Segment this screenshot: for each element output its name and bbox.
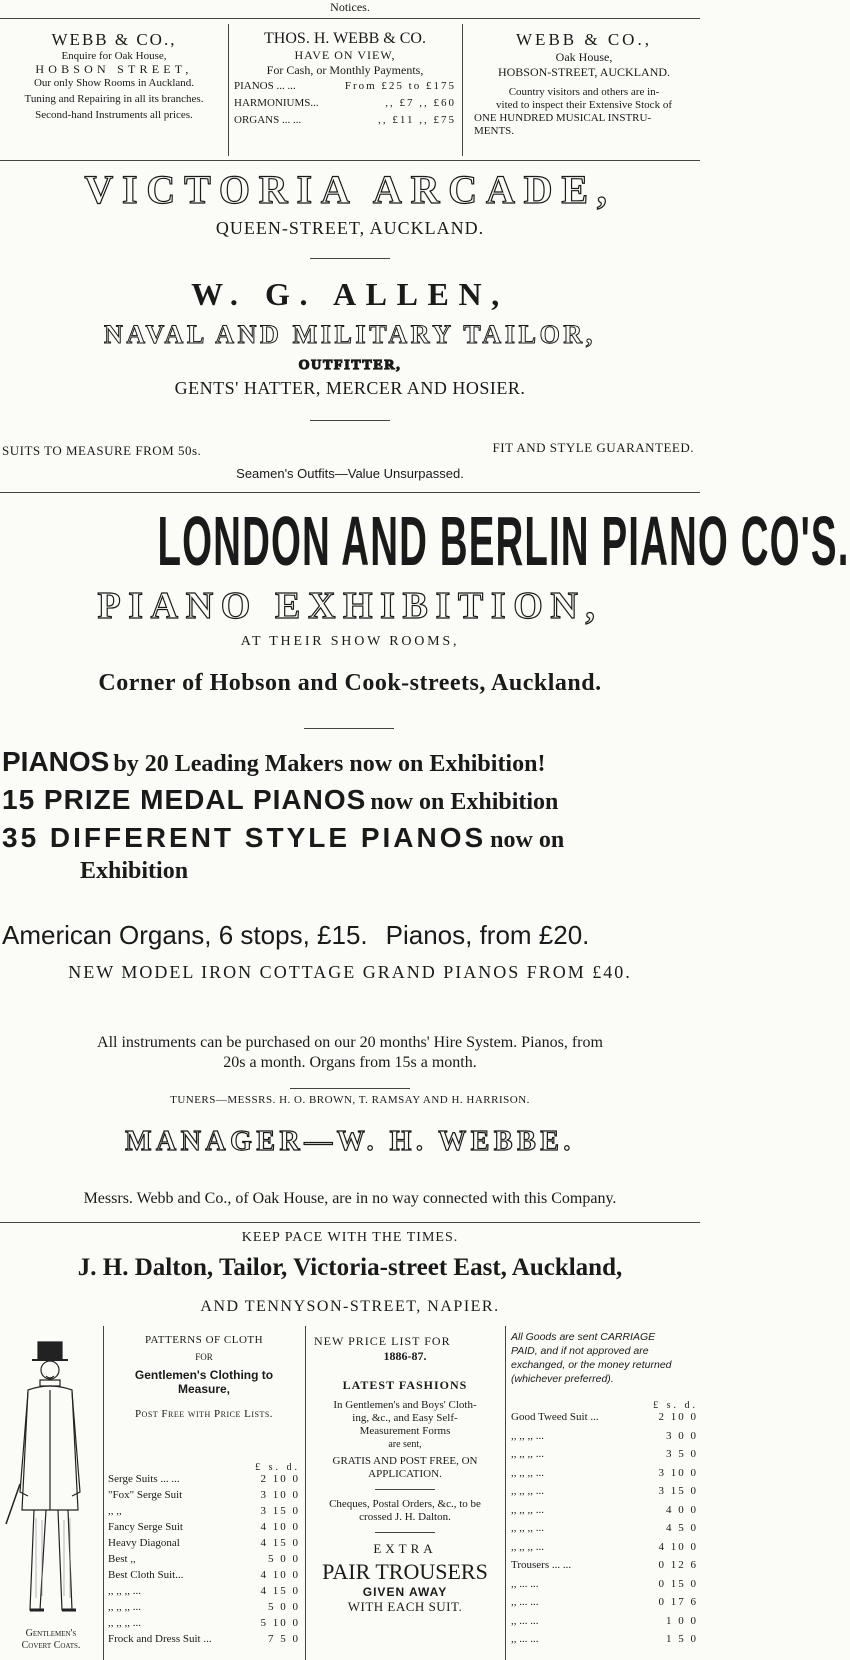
dalton-col2-heading: LATEST FASHIONS <box>342 1378 468 1392</box>
dalton-col3-text: All Goods are sent CARRIAGE <box>511 1331 656 1343</box>
price-row <box>108 1601 300 1617</box>
arcade-seamen: Seamen's Outfits—Value Unsurpassed. <box>236 466 464 481</box>
piano-hire-1: All instruments can be purchased on our 20 months' Hire System. Pianos, from <box>97 1034 603 1051</box>
piano-line-1 <box>2 746 545 778</box>
price-row-item: ,, ... ... <box>511 1633 539 1645</box>
price-row <box>234 97 456 114</box>
price-row-item: Frock and Dress Suit ... <box>108 1633 212 1645</box>
piano-tuners: TUNERS—MESSRS. H. O. BROWN, T. RAMSAY AND H. HARRISON. <box>170 1094 530 1106</box>
price-row-item: HARMONIUMS... <box>234 97 319 109</box>
price-row-item: ORGANS ... ... <box>234 114 302 126</box>
short-rule <box>304 728 394 729</box>
price-row <box>511 1596 698 1615</box>
price-row-item: ,, ,, ,, ... <box>511 1540 544 1553</box>
price-row <box>511 1430 698 1449</box>
price-row-price: 4 15 0 <box>260 1537 300 1549</box>
price-row <box>511 1485 698 1504</box>
page-header: Notices. <box>330 0 370 14</box>
gentleman-figure-icon <box>0 1334 102 1630</box>
price-row-price: 3 15 0 <box>658 1485 698 1497</box>
dalton-keep: KEEP PACE WITH THE TIMES. <box>241 1230 459 1245</box>
piano-line1-a: PIANOS <box>2 746 110 777</box>
price-row-item: Serge Suits ... ... <box>108 1473 180 1485</box>
price-row-item: ,, ,, ,, ... <box>511 1429 544 1442</box>
webb-col1-line: Second-hand Instruments all prices. <box>35 109 193 121</box>
arcade-gents: GENTS' HATTER, MERCER AND HOSIER. <box>174 378 526 398</box>
piano-company-wrap <box>0 498 850 588</box>
price-row-item: Trousers ... ... <box>511 1559 572 1571</box>
webb-col2-line: HAVE ON VIEW, <box>294 48 396 62</box>
piano-line3-b: now on <box>490 827 565 853</box>
arcade-outfitter: OUTFITTER, <box>298 358 402 373</box>
price-row <box>108 1569 300 1585</box>
webb-col3-line: MENTS. <box>474 125 515 137</box>
dalton-col2-text: crossed J. H. Dalton. <box>359 1511 451 1523</box>
price-row-item: ,, ,, ,, ... <box>108 1585 141 1597</box>
dalton-col2-with: WITH EACH SUIT. <box>347 1599 463 1614</box>
price-row-item: ,, ,, ,, ... <box>511 1503 544 1516</box>
webb-col1-line: Enquire for Oak House, <box>61 50 167 62</box>
arcade-trade: NAVAL AND MILITARY TAILOR, <box>103 320 596 349</box>
dalton-col1-rows <box>108 1473 300 1649</box>
price-row-item: Fancy Serge Suit <box>108 1521 183 1533</box>
price-row-price: 4 5 0 <box>666 1522 698 1534</box>
price-row <box>511 1411 698 1430</box>
arcade-name: W. G. ALLEN, <box>191 276 509 312</box>
column-divider <box>103 1326 104 1660</box>
column-divider <box>462 24 463 156</box>
price-row-price: 0 17 6 <box>658 1596 698 1608</box>
dalton-col2-text: GRATIS AND POST FREE, ON <box>332 1455 478 1467</box>
caption-line: Covert Coats. <box>21 1640 81 1651</box>
piano-exhibition: PIANO EXHIBITION, <box>97 585 603 627</box>
dalton-col3-text: exchanged, or the money returned <box>511 1359 672 1371</box>
price-row <box>511 1578 698 1597</box>
webb-col3-title: WEBB & CO., <box>516 30 652 49</box>
price-row-price: 5 10 0 <box>260 1617 300 1629</box>
dalton-col2-trousers: PAIR TROUSERS <box>322 1559 488 1584</box>
column-divider <box>228 24 229 156</box>
price-row-price: 2 10 0 <box>260 1473 300 1485</box>
webb-col3-line: HOBSON-STREET, AUCKLAND. <box>497 65 671 79</box>
price-row <box>108 1489 300 1505</box>
price-row-price: ,, £7 ,, £60 <box>385 97 456 109</box>
dalton-col1-heading: PATTERNS OF CLOTH <box>144 1334 264 1346</box>
price-row-item: ,, ,, <box>108 1505 122 1517</box>
piano-line-3 <box>2 822 564 854</box>
webb-col3-line: Country visitors and others are in- <box>508 86 660 98</box>
short-rule <box>375 1489 435 1490</box>
price-row-item: ,, ,, ,, ... <box>511 1522 544 1534</box>
price-row-price: 4 10 0 <box>260 1569 300 1581</box>
dalton-col1-heading: Gentlemen's Clothing to <box>134 1368 274 1382</box>
arcade-fit: FIT AND STYLE GUARANTEED. <box>492 440 694 455</box>
webb-col3-line: vited to inspect their Extensive Stock of <box>496 99 672 111</box>
column-divider <box>505 1326 506 1660</box>
price-row-item: ,, ,, ,, ... <box>511 1485 544 1497</box>
price-row <box>234 80 456 97</box>
price-row-price: 3 15 0 <box>260 1505 300 1517</box>
dalton-napier: AND TENNYSON-STREET, NAPIER. <box>200 1298 500 1315</box>
piano-pianos-from: Pianos, from £20. <box>385 920 590 950</box>
price-row-item: ,, ,, ,, ... <box>108 1617 141 1629</box>
piano-manager: MANAGER—W. H. WEBBE. <box>125 1126 575 1157</box>
webb-col1 <box>0 30 228 121</box>
dalton-col2-extra: EXTRA <box>373 1541 437 1556</box>
webb-col1-line: Our only Show Rooms in Auckland. <box>33 77 195 89</box>
price-row-price: 5 0 0 <box>268 1553 300 1565</box>
arcade-title: VICTORIA ARCADE, <box>84 167 616 212</box>
price-row-price: 3 10 0 <box>260 1489 300 1501</box>
price-row-price: 4 0 0 <box>666 1503 698 1516</box>
section-rule <box>0 160 700 161</box>
price-row-item: ,, ,, ,, ... <box>108 1601 141 1613</box>
short-rule <box>310 258 390 259</box>
price-row <box>511 1541 698 1560</box>
dalton-col2 <box>310 1334 500 1615</box>
dalton-col1-list <box>108 1462 300 1649</box>
price-row-price: 4 10 0 <box>658 1540 698 1553</box>
price-row-price: From £25 to £175 <box>344 80 456 92</box>
webb-col2 <box>234 30 456 131</box>
webb-col1-line: HOBSON STREET, <box>35 62 193 76</box>
dalton-col2-text: APPLICATION. <box>368 1468 442 1480</box>
webb-col3-line: ONE HUNDRED MUSICAL INSTRU- <box>474 112 652 124</box>
dalton-col3-notice <box>511 1330 700 1386</box>
dalton-col2-heading: NEW PRICE LIST FOR <box>314 1334 451 1348</box>
price-row-price: 0 12 6 <box>658 1559 698 1571</box>
section-rule <box>0 1222 700 1223</box>
price-row-item: Heavy Diagonal <box>108 1537 180 1549</box>
webb-col1-line: Tuning and Repairing in all its branches. <box>24 93 204 105</box>
dalton-col1-heading: Post Free with Price Lists. <box>134 1408 274 1420</box>
webb-col2-line: For Cash, or Monthly Payments, <box>266 63 424 77</box>
price-row <box>511 1448 698 1467</box>
price-row-item: ,, ,, ,, ... <box>511 1448 544 1460</box>
piano-line3-c: Exhibition <box>80 858 189 884</box>
column-divider <box>305 1326 306 1660</box>
price-row <box>511 1504 698 1523</box>
short-rule <box>310 420 390 421</box>
dalton-col2-given: GIVEN AWAY <box>362 1585 448 1599</box>
price-row <box>108 1633 300 1649</box>
dalton-col3-text: PAID, and if not approved are <box>511 1345 649 1357</box>
arcade-suits: SUITS TO MEASURE FROM 50s. <box>2 443 202 458</box>
webb-price-list <box>234 80 456 131</box>
dalton-col3-list <box>511 1400 698 1652</box>
price-row <box>108 1537 300 1553</box>
webb-col1-title: WEBB & CO., <box>51 30 177 49</box>
price-row <box>511 1633 698 1652</box>
piano-line2-b: now on Exhibition <box>370 789 559 815</box>
dalton-col2-text: are sent, <box>388 1439 422 1450</box>
short-rule <box>375 1532 435 1533</box>
price-row <box>511 1522 698 1541</box>
piano-company: LONDON AND BERLIN PIANO CO'S. <box>157 502 850 580</box>
price-row <box>511 1467 698 1486</box>
piano-organs: American Organs, 6 stops, £15. <box>2 920 368 950</box>
piano-iron: NEW MODEL IRON COTTAGE GRAND PIANOS FROM £40. <box>68 962 632 982</box>
arcade-subtitle: QUEEN-STREET, AUCKLAND. <box>215 218 485 238</box>
dalton-col2-text: ing, &c., and Easy Self- <box>352 1412 458 1424</box>
webb-col3-line: Oak House, <box>555 50 613 64</box>
piano-hire-2: 20s a month. Organs from 15s a month. <box>223 1054 477 1071</box>
piano-line1-b: by 20 Leading Makers now on Exhibition! <box>113 751 546 777</box>
dalton-col2-text: Measurement Forms <box>359 1425 451 1437</box>
piano-line3-a: 35 DIFFERENT STYLE PIANOS <box>2 822 487 853</box>
price-row-price: 5 0 0 <box>268 1601 300 1613</box>
price-row <box>108 1553 300 1569</box>
dalton-col2-heading: 1886-87. <box>383 1349 427 1363</box>
price-row-price: 3 5 0 <box>666 1448 698 1460</box>
dalton-col3-rows <box>511 1411 698 1652</box>
price-row <box>108 1585 300 1601</box>
price-row-price: 7 5 0 <box>268 1633 300 1645</box>
price-row-item: Best ,, <box>108 1553 136 1565</box>
illustration-caption <box>0 1628 102 1652</box>
caption-line: Gentlemen's <box>25 1628 77 1639</box>
price-row-price: 1 5 0 <box>666 1633 698 1645</box>
price-row-item: ,, ... ... <box>511 1577 539 1590</box>
dalton-col1-heading: Measure, <box>177 1382 231 1396</box>
price-row <box>511 1559 698 1578</box>
price-row-price: 4 15 0 <box>260 1585 300 1597</box>
dalton-title: J. H. Dalton, Tailor, Victoria-street East, Auckland, <box>77 1254 623 1281</box>
price-row-price: 4 10 0 <box>260 1521 300 1533</box>
header-rule <box>0 18 700 19</box>
units-header: £ s. d. <box>653 1400 698 1411</box>
webb-col2-title: THOS. H. WEBB & CO. <box>264 30 426 47</box>
short-rule <box>290 1088 410 1089</box>
price-row-price: 0 15 0 <box>658 1577 698 1590</box>
section-rule <box>0 492 700 493</box>
price-row-price: ,, £11 ,, £75 <box>378 114 456 126</box>
piano-line2-a: 15 PRIZE MEDAL PIANOS <box>2 784 367 815</box>
price-row <box>234 114 456 131</box>
dalton-col1-heading: FOR <box>195 1352 213 1362</box>
price-row <box>108 1617 300 1633</box>
dalton-col1 <box>108 1334 300 1420</box>
price-row-price: 3 0 0 <box>666 1429 698 1442</box>
price-row-item: ,, ... ... <box>511 1596 539 1608</box>
price-row-item: ,, ,, ,, ... <box>511 1466 544 1479</box>
piano-prices <box>2 920 589 951</box>
dalton-col2-text: Cheques, Postal Orders, &c., to be <box>329 1498 481 1510</box>
dalton-col2-text: In Gentlemen's and Boys' Cloth- <box>333 1399 477 1411</box>
price-row <box>108 1505 300 1521</box>
webb-col3 <box>468 30 700 138</box>
piano-corner: Corner of Hobson and Cook-streets, Auckland. <box>98 670 602 696</box>
price-row-price: 3 10 0 <box>658 1466 698 1479</box>
piano-line-2 <box>2 784 558 816</box>
price-row-item: PIANOS ... ... <box>234 80 296 92</box>
price-row-item: ,, ... ... <box>511 1614 539 1627</box>
units-header: £ s. d. <box>255 1462 300 1473</box>
price-row <box>108 1473 300 1489</box>
price-row-price: 2 10 0 <box>658 1411 698 1423</box>
piano-disclaimer: Messrs. Webb and Co., of Oak House, are in no way connected with this Company. <box>83 1190 617 1207</box>
price-row <box>511 1615 698 1634</box>
price-row-item: "Fox" Serge Suit <box>108 1489 183 1501</box>
piano-showrooms: AT THEIR SHOW ROOMS, <box>240 634 460 649</box>
price-row-item: Good Tweed Suit ... <box>511 1411 599 1423</box>
price-row-price: 1 0 0 <box>666 1614 698 1627</box>
gentleman-illustration <box>0 1334 102 1630</box>
price-row-item: Best Cloth Suit... <box>108 1569 184 1581</box>
price-row <box>108 1521 300 1537</box>
dalton-col3-text: (whichever preferred). <box>511 1373 614 1385</box>
